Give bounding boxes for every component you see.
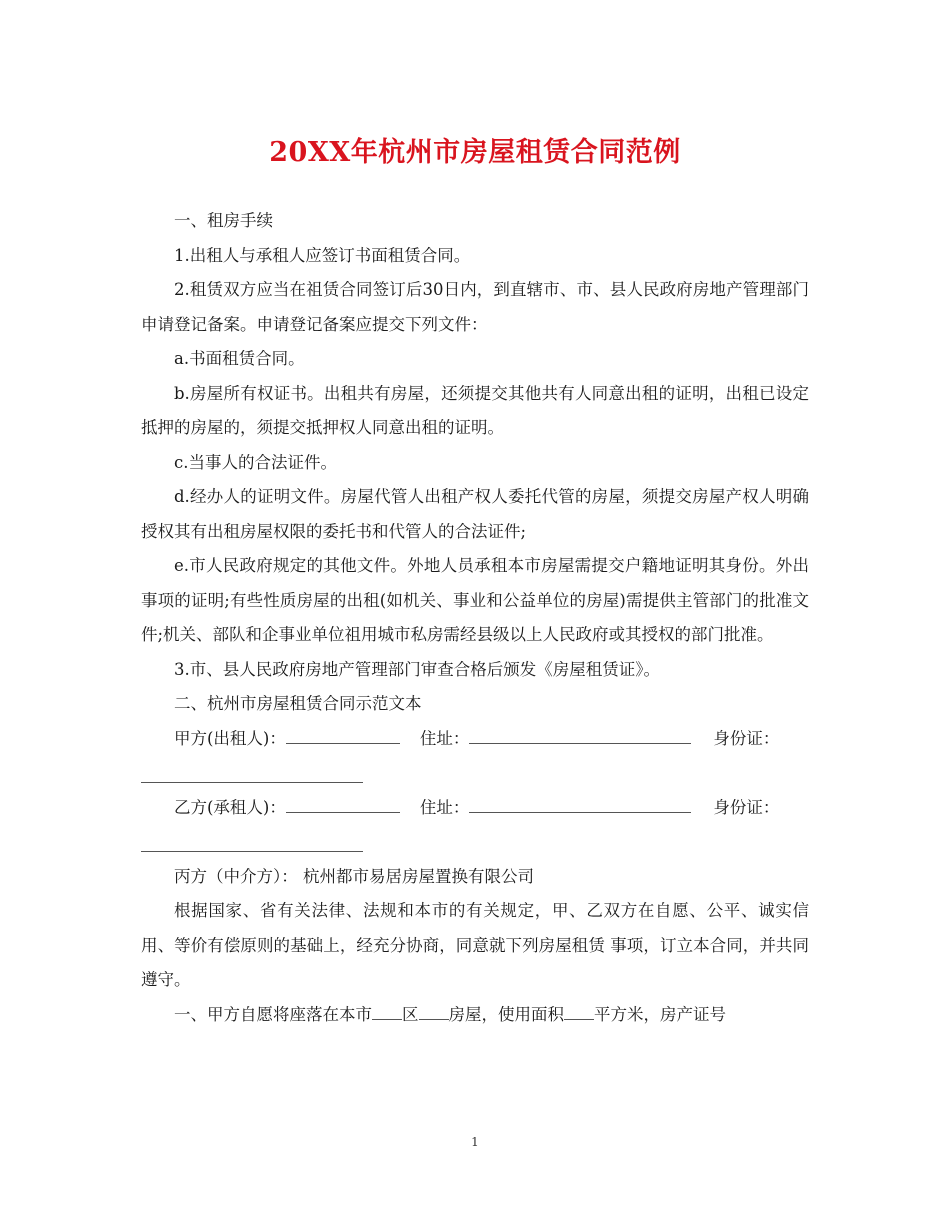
party-b-id-line (141, 825, 809, 860)
paragraph-item-b: b.房屋所有权证书。出租共有房屋，还须提交其他共有人同意出租的证明，出租已设定抵押的房屋的，须提交抵押权人同意出租的证明。 (141, 383, 809, 437)
paragraph-item-a: a.书面租赁合同。 (174, 349, 305, 368)
party-b-id-label: 身份证： (713, 797, 780, 817)
clause-1-part-4: 平方米，房产证号 (594, 1004, 726, 1024)
section-heading-2: 二、杭州市房屋租赁合同示范文本 (174, 694, 422, 713)
party-c-line: 丙方（中介方）： 杭州都市易居房屋置换有限公司 (174, 866, 534, 886)
clause-1-paragraph (141, 998, 809, 1033)
party-b-address-blank (469, 792, 691, 813)
paragraph-item-e: e.市人民政府规定的其他文件。外地人员承租本市房屋需提交户籍地证明其身份。外出事项的证明;有些性质房屋的出租(如机关、事业和公益单位的房屋)需提供主管部门的批准文件;机关、部队和企事业单位祖用城市私房需经县级以上人民政府或其授权的部门批准。 (141, 556, 809, 644)
paragraph-item-1: 1.出租人与承租人应签订书面租赁合同。 (174, 245, 471, 265)
party-b-line (141, 791, 809, 826)
clause-1-part-1: 一、甲方自愿将座落在本市 (174, 1004, 372, 1024)
clause-1-part-2: 区 (402, 1004, 419, 1024)
party-a-name-blank (286, 723, 400, 744)
paragraph-item-c: c.当事人的合法证件。 (174, 452, 337, 472)
party-a-address-label: 住址： (419, 728, 470, 748)
paragraph-item-d: d.经办人的证明文件。房屋代管人出租产权人委托代管的房屋，须提交房屋产权人明确授权其有出租房屋权限的委托书和代管人的合法证件; (141, 487, 809, 541)
house-blank (419, 1001, 449, 1020)
page-number: 1 (471, 1135, 479, 1149)
paragraph-item-2: 2.租赁双方应当在祖赁合同签订后30日内，到直辖市、市、县人民政府房地产管理部门申请登记备案。申请登记备案应提交下列文件： (141, 280, 809, 334)
section-heading-1: 一、租房手续 (174, 211, 273, 230)
party-a-address-blank (469, 723, 691, 744)
district-blank (372, 1001, 402, 1020)
party-b-label: 乙方(承租人)： (174, 797, 286, 817)
area-blank (564, 1001, 594, 1020)
party-b-id-blank (141, 831, 363, 852)
party-a-id-label: 身份证： (713, 728, 780, 748)
party-a-label: 甲方(出租人)： (174, 728, 286, 748)
party-b-address-label: 住址： (419, 797, 470, 817)
paragraph-item-3: 3.市、县人民政府房地产管理部门审查合格后颁发《房屋租赁证》。 (174, 659, 660, 679)
preamble-paragraph: 根据国家、省有关法律、法规和本市的有关规定，甲、乙双方在自愿、公平、诚实信用、等价有偿原则的基础上，经充分协商，同意就下列房屋租赁 事项，订立本合同，并共同遵守。 (141, 901, 809, 989)
clause-1-part-3: 房屋，使用面积 (448, 1004, 564, 1024)
party-a-id-line (141, 756, 809, 791)
document-title: 20XX年杭州市房屋租赁合同范例 (269, 137, 681, 168)
party-b-name-blank (286, 792, 400, 813)
party-a-line (141, 722, 809, 757)
document-body (141, 204, 809, 1032)
party-a-id-blank (141, 762, 363, 783)
